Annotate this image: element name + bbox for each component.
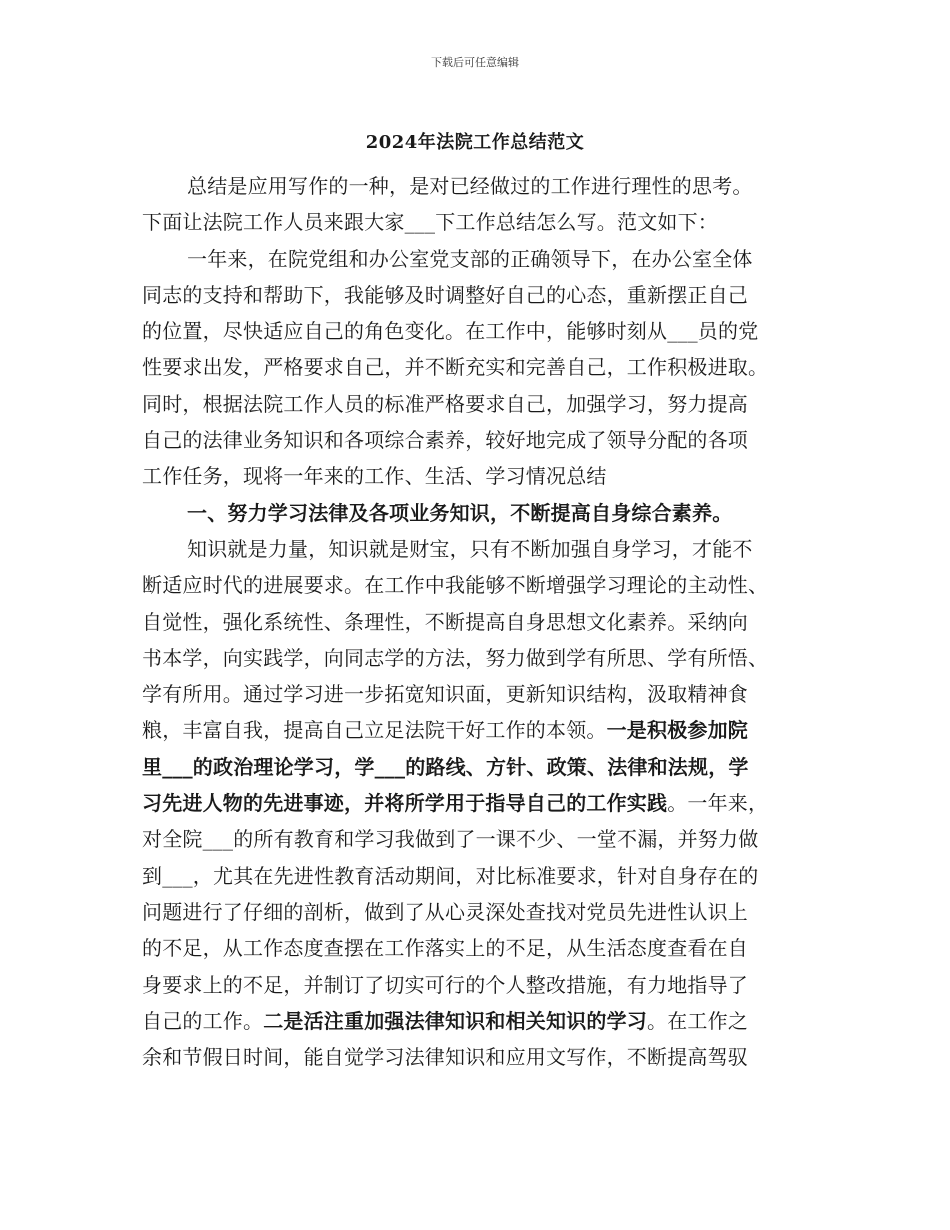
text-line xyxy=(142,894,822,930)
text-line xyxy=(142,277,822,313)
text-line xyxy=(142,168,822,204)
text-run: 问题进行了仔细的剖析，做到了从心灵深处查找对党员先进性认识上 xyxy=(142,899,748,924)
text-run: 身要求上的不足，并制订了切实可行的个人整改措施，有力地指导了 xyxy=(142,972,748,997)
text-run: 自己的法律业务知识和各项综合素养，较好地完成了领导分配的各项 xyxy=(142,428,748,453)
document-body xyxy=(142,168,822,1075)
text-line xyxy=(142,676,822,712)
text-line xyxy=(142,204,822,240)
text-line xyxy=(142,712,822,748)
bold-text-run: 习先进人物的先进事迹，并将所学用于指导自己的工作实践 xyxy=(142,791,668,816)
text-run: 断适应时代的进展要求。在工作中我能够不断增强学习理论的主动性、 xyxy=(142,573,769,598)
text-run: 余和节假日时间，能自觉学习法律知识和应用文写作，不断提高驾驭 xyxy=(142,1045,748,1070)
text-run: 粮，丰富自我，提高自己立足法院干好工作的本领。 xyxy=(142,718,607,743)
text-run: 下面让法院工作人员来跟大家___下工作总结怎么写。范文如下： xyxy=(142,210,718,235)
bold-text-run: 一、努力学习法律及各项业务知识，不断提高自身综合素养。 xyxy=(187,500,733,525)
bold-text-run: 二是活注重加强法律知识和相关知识的学习 xyxy=(263,1008,648,1033)
text-run: 自己的工作。 xyxy=(142,1008,264,1033)
text-run: 同志的支持和帮助下，我能够及时调整好自己的心态，重新摆正自己 xyxy=(142,282,748,307)
text-run: 书本学，向实践学，向同志学的方法，努力做到学有所思、学有所悟、 xyxy=(142,645,769,670)
text-line xyxy=(142,458,822,494)
text-line xyxy=(142,349,822,385)
page-header-note: 下载后可任意编辑 xyxy=(431,56,519,69)
text-run: 同时，根据法院工作人员的标准严格要求自己，加强学习，努力提高 xyxy=(142,391,748,416)
text-run: 知识就是力量，知识就是财宝，只有不断加强自身学习，才能不 xyxy=(187,536,753,561)
text-run: 。一年来， xyxy=(667,791,769,816)
document-title: 2024年法院工作总结范文 xyxy=(365,132,585,153)
text-run: 性要求出发，严格要求自己，并不断充实和完善自己，工作积极进取。 xyxy=(142,355,769,380)
text-run: 。在工作之 xyxy=(647,1008,749,1033)
text-line xyxy=(142,604,822,640)
text-line xyxy=(142,930,822,966)
text-line xyxy=(142,749,822,785)
text-run: 一年来，在院党组和办公室党支部的正确领导下，在办公室全体 xyxy=(187,246,753,271)
text-line xyxy=(142,422,822,458)
bold-text-run: 里___的政治理论学习，学___的路线、方针、政策、法律和法规，学 xyxy=(142,754,749,779)
text-line xyxy=(142,821,822,857)
text-run: 学有所用。通过学习进一步拓宽知识面，更新知识结构，汲取精神食 xyxy=(142,682,748,707)
text-line xyxy=(142,967,822,1003)
text-run: 工作任务，现将一年来的工作、生活、学习情况总结 xyxy=(142,464,607,489)
text-line xyxy=(142,785,822,821)
text-line xyxy=(142,1003,822,1039)
text-line xyxy=(142,531,822,567)
text-line xyxy=(142,640,822,676)
text-line xyxy=(142,386,822,422)
text-line xyxy=(142,241,822,277)
text-line xyxy=(142,858,822,894)
text-line xyxy=(142,313,822,349)
text-run: 对全院___的所有教育和学习我做到了一课不少、一堂不漏，并努力做 xyxy=(142,827,759,852)
text-run: 总结是应用写作的一种，是对已经做过的工作进行理性的思考。 xyxy=(187,174,753,198)
text-run: 自觉性，强化系统性、条理性，不断提高自身思想文化素养。采纳向 xyxy=(142,609,748,634)
text-run: 的位置，尽快适应自己的角色变化。在工作中，能够时刻从___员的党 xyxy=(142,319,759,344)
text-line xyxy=(142,495,822,531)
text-run: 的不足，从工作态度查摆在工作落实上的不足，从生活态度查看在自 xyxy=(142,936,748,961)
bold-text-run: 一是积极参加院 xyxy=(606,718,749,743)
text-line xyxy=(142,1039,822,1075)
text-run: 到___，尤其在先进性教育活动期间，对比标准要求，针对自身存在的 xyxy=(142,863,759,888)
text-line xyxy=(142,567,822,603)
